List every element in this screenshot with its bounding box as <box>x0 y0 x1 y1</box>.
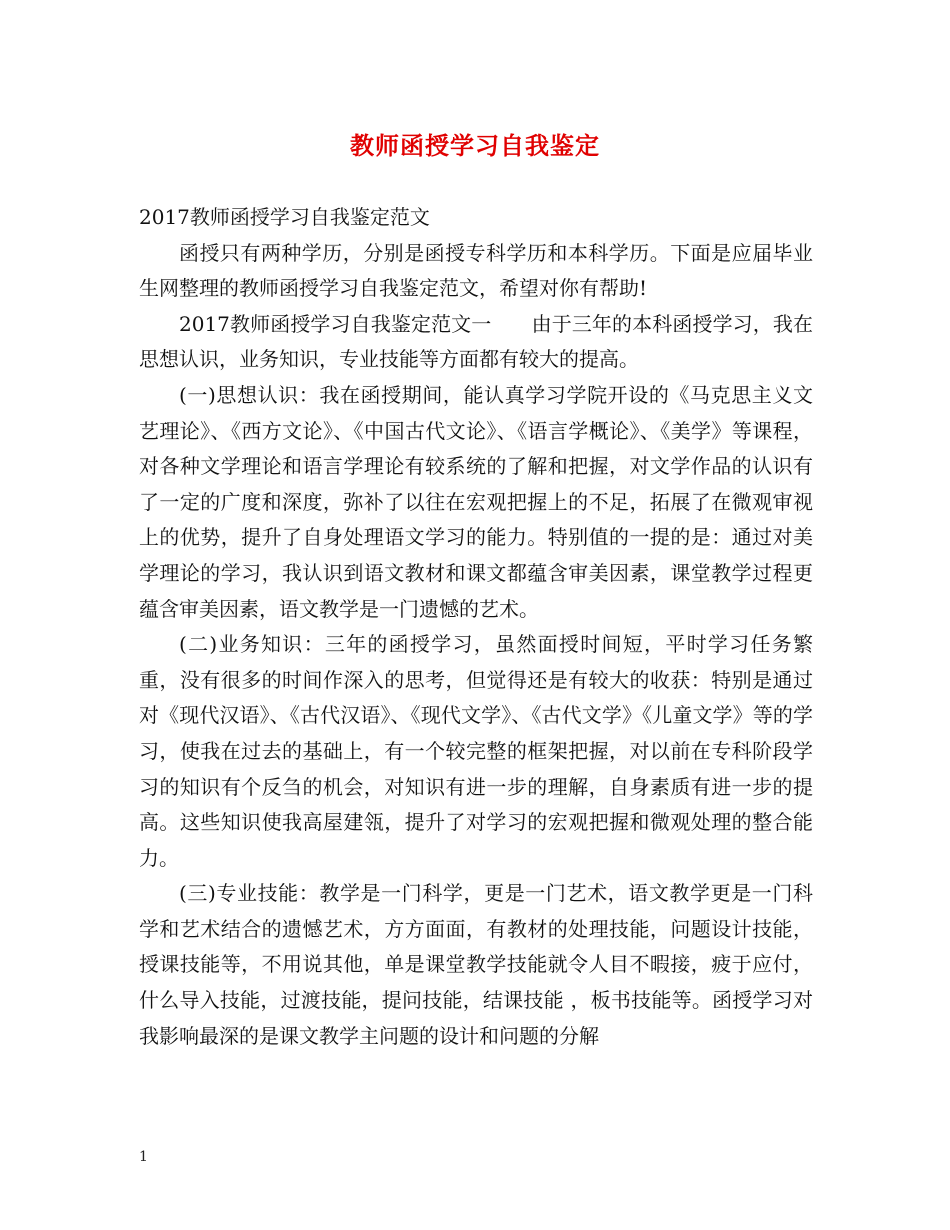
paragraph-professional-skills: (三)专业技能：教学是一门科学，更是一门艺术，语文教学更是一门科学和艺术结合的遗憾艺术，方方面面，有教材的处理技能，问题设计技能，授课技能等，不用说其他，单是课堂教学技能就令人目不暇接，疲于应付，什么导入技能，过渡技能，提问技能，结课技能 ，板书技能等。函授学习对我影响最深的是课文教学主问题的设计和问题的分解 <box>139 881 813 1048</box>
page-number: 1 <box>139 1149 148 1165</box>
document-body <box>139 200 813 1054</box>
document-subtitle: 2017教师函授学习自我鉴定范文 <box>139 205 430 229</box>
paragraph-intro: 函授只有两种学历，分别是函授专科学历和本科学历。下面是应届毕业生网整理的教师函授学习自我鉴定范文，希望对你有帮助! <box>139 240 813 301</box>
paragraph-ideology: (一)思想认识：我在函授期间，能认真学习学院开设的《马克思主义文艺理论》、《西方文论》、《中国古代文论》、《语言学概论》、《美学》等课程，对各种文学理论和语言学理论有较系统的了解和把握，对文学作品的认识有了一定的广度和深度，弥补了以往在宏观把握上的不足，拓展了在微观审视上的优势，提升了自身处理语文学习的能力。特别值的一提的是：通过对美学理论的学习，我认识到语文教材和课文都蕴含审美因素，课堂教学过程更蕴含审美因素，语文教学是一门遗憾的艺术。 <box>139 382 813 621</box>
document-title: 教师函授学习自我鉴定 <box>350 131 600 160</box>
paragraph-sample-one: 2017教师函授学习自我鉴定范文一 由于三年的本科函授学习，我在思想认识，业务知识，专业技能等方面都有较大的提高。 <box>139 311 813 372</box>
paragraph-professional-knowledge: (二)业务知识：三年的函授学习，虽然面授时间短，平时学习任务繁重，没有很多的时间作深入的思考，但觉得还是有较大的收获：特别是通过对《现代汉语》、《古代汉语》、《现代文学》、《古代文学》《儿童文学》等的学习，使我在过去的基础上，有一个较完整的框架把握，对以前在专科阶段学习的知识有个反刍的机会，对知识有进一步的理解，自身素质有进一步的提高。这些知识使我高屋建瓴，提升了对学习的宏观把握和微观处理的整合能力。 <box>139 632 813 870</box>
